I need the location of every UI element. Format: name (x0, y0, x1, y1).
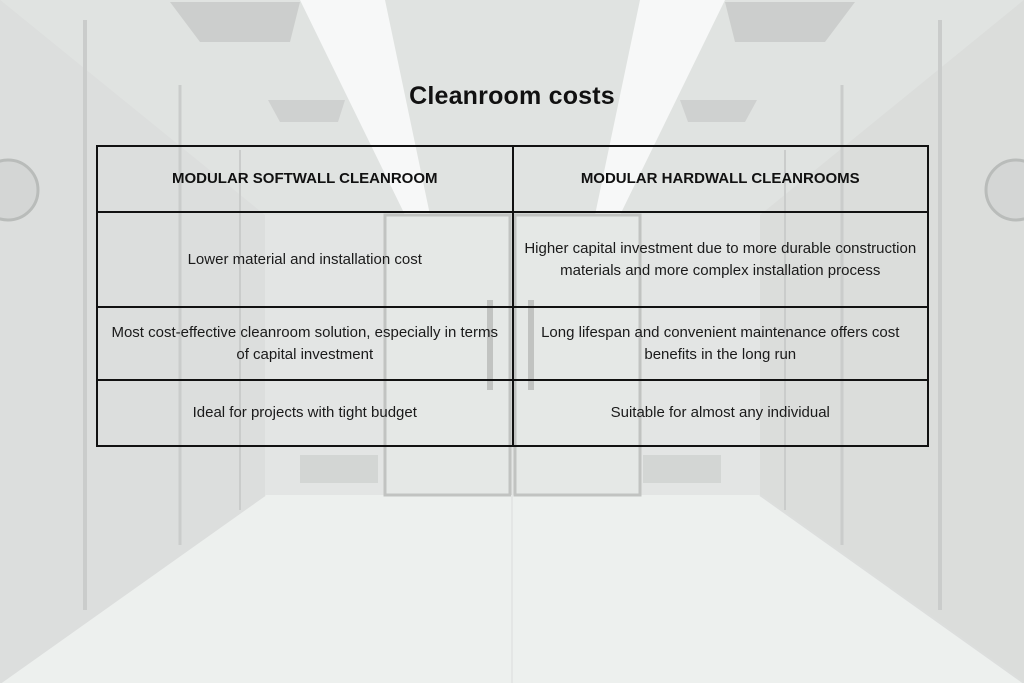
table-row (97, 307, 928, 380)
header-softwall: MODULAR SOFTWALL CLEANROOM (97, 146, 513, 212)
table-header-row (97, 146, 928, 212)
table-cell: Suitable for almost any individual (513, 380, 929, 446)
cost-comparison-table (96, 145, 929, 447)
table-row (97, 380, 928, 446)
table-cell: Ideal for projects with tight budget (97, 380, 513, 446)
table-cell: Long lifespan and convenient maintenance offers cost benefits in the long run (513, 307, 929, 380)
header-hardwall: MODULAR HARDWALL CLEANROOMS (513, 146, 929, 212)
table-cell: Lower material and installation cost (97, 212, 513, 307)
table-cell: Most cost-effective cleanroom solution, especially in terms of capital investment (97, 307, 513, 380)
table-row (97, 212, 928, 307)
page-title: Cleanroom costs (409, 82, 615, 110)
table-cell: Higher capital investment due to more durable construction materials and more complex installation process (513, 212, 929, 307)
